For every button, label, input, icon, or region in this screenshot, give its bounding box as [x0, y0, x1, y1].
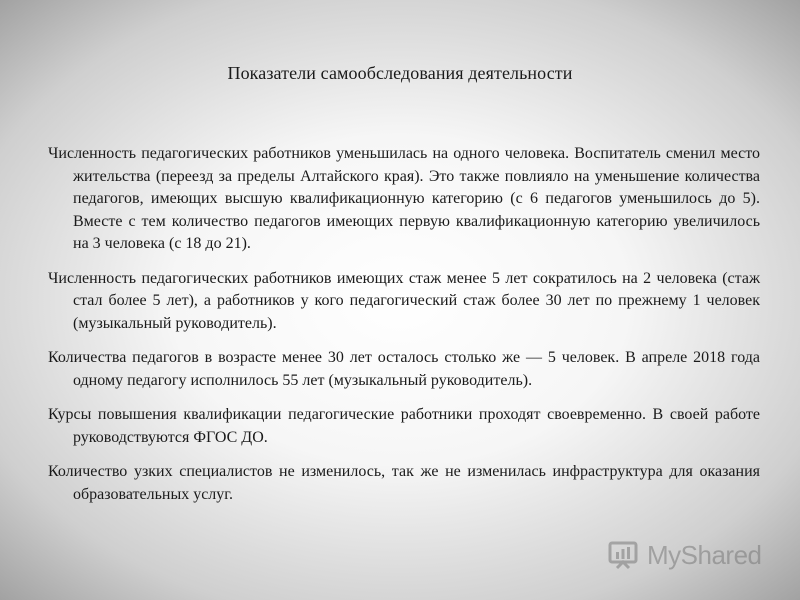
slide-body [48, 143, 760, 518]
paragraph-age: Количества педагогов в возрасте менее 30 лет осталось столько же — 5 человек. В апреле 2018 года одному педагогу исполнилось 55 лет (музыкальный руководитель). [48, 349, 760, 389]
watermark-text: MyShared [647, 539, 762, 570]
paragraph-staff-count: Численность педагогических работников уменьшилась на одного человека. Воспитатель сменил место жительства (переезд за пределы Алтайского края). Это также повлияло на уменьшение количества педагогов, имеющих высшую квалификационную категорию (с 6 педагогов уменьшилось до 5). Вместе с тем количество педагогов имеющих первую квалификационную категорию увеличилось на 3 человека (с 18 до 21). [48, 145, 760, 252]
myshared-logo-icon [607, 538, 641, 572]
slide-title: Показатели самообследования деятельности [227, 63, 573, 83]
paragraph-experience: Численность педагогических работников имеющих стаж менее 5 лет сократилось на 2 человека (стаж стал более 5 лет), а работников у кого педагогический стаж более 30 лет по прежнему 1 человек (музыкальный руководитель). [48, 269, 760, 332]
paragraph-specialists: Количество узких специалистов не изменилось, так же не изменилась инфраструктура для оказания образовательных услуг. [48, 463, 760, 503]
paragraph-courses: Курсы повышения квалификации педагогические работники проходят своевременно. В своей работе руководствуются ФГОС ДО. [48, 406, 760, 446]
watermark [607, 537, 777, 573]
